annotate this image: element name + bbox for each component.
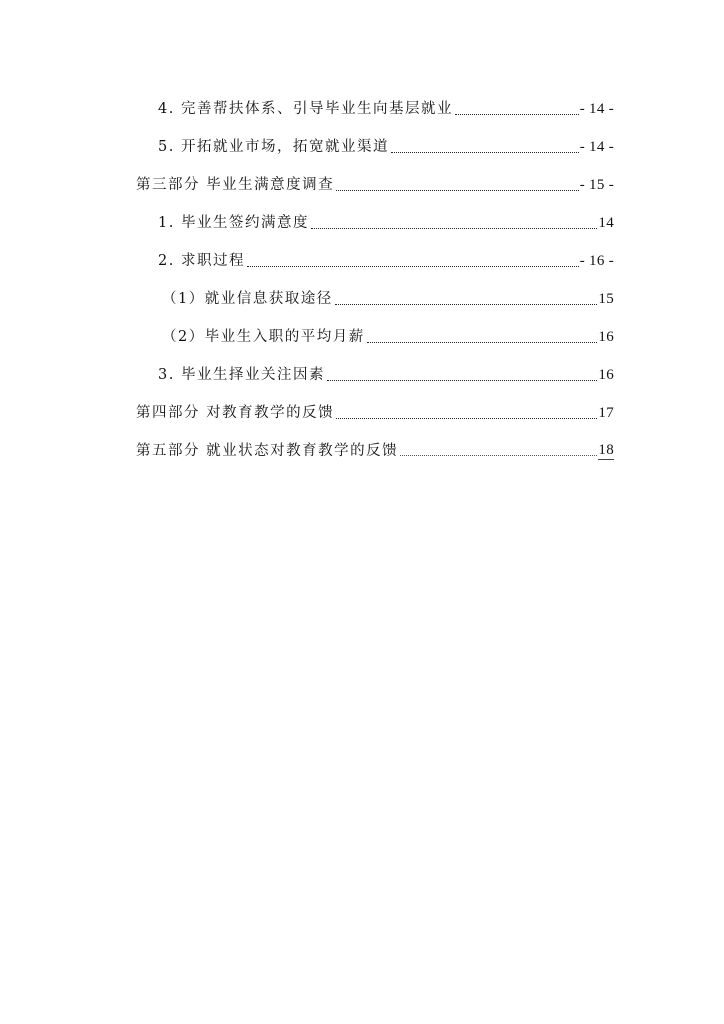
toc-entry-title: 第三部分 毕业生满意度调查 xyxy=(136,177,335,193)
toc-entry[interactable] xyxy=(136,436,614,460)
toc-entry-title: 2. 求职过程 xyxy=(158,253,245,269)
toc-entry-page: 18 xyxy=(598,442,614,458)
toc-entry-page: - 16 - xyxy=(579,253,614,269)
toc-entry-page: - 15 - xyxy=(579,177,614,193)
toc-dot-leader xyxy=(455,104,579,115)
toc-entry-title: 3. 毕业生择业关注因素 xyxy=(158,367,325,383)
toc-entry[interactable] xyxy=(162,284,614,308)
toc-entry-page: 14 xyxy=(598,215,614,231)
table-of-contents xyxy=(0,0,724,480)
toc-dot-leader xyxy=(391,142,579,153)
toc-entry[interactable] xyxy=(158,132,614,156)
toc-dot-leader xyxy=(367,332,598,343)
toc-entry-title: 第五部分 就业状态对教育教学的反馈 xyxy=(136,443,399,459)
toc-entry-page: 16 xyxy=(598,329,614,345)
toc-entry[interactable] xyxy=(158,246,614,270)
toc-dot-leader xyxy=(247,256,579,267)
toc-entry[interactable] xyxy=(162,322,614,346)
toc-entry-title: 第四部分 对教育教学的反馈 xyxy=(136,405,335,421)
toc-entry-title: （2）毕业生入职的平均月薪 xyxy=(162,329,365,345)
toc-dot-leader xyxy=(327,370,597,381)
toc-dot-leader xyxy=(336,180,579,191)
toc-dot-leader xyxy=(400,445,597,456)
toc-entry[interactable] xyxy=(136,398,614,422)
toc-entry[interactable] xyxy=(158,94,614,118)
toc-entry[interactable] xyxy=(158,208,614,232)
toc-entry-title: 1. 毕业生签约满意度 xyxy=(158,215,309,231)
toc-entry-title: 4. 完善帮扶体系、引导毕业生向基层就业 xyxy=(158,101,453,117)
toc-entry-page: 16 xyxy=(598,367,614,383)
toc-dot-leader xyxy=(335,294,598,305)
toc-entry-title: 5. 开拓就业市场，拓宽就业渠道 xyxy=(158,139,389,155)
toc-entry-page: - 14 - xyxy=(579,139,614,155)
toc-entry-page: 17 xyxy=(598,405,614,421)
toc-entry-page: 15 xyxy=(598,291,614,307)
toc-entry[interactable] xyxy=(158,360,614,384)
toc-entry-page: - 14 - xyxy=(579,101,614,117)
toc-entry[interactable] xyxy=(136,170,614,194)
toc-entry-title: （1）就业信息获取途径 xyxy=(162,291,333,307)
toc-dot-leader xyxy=(311,218,597,229)
toc-dot-leader xyxy=(336,408,597,419)
